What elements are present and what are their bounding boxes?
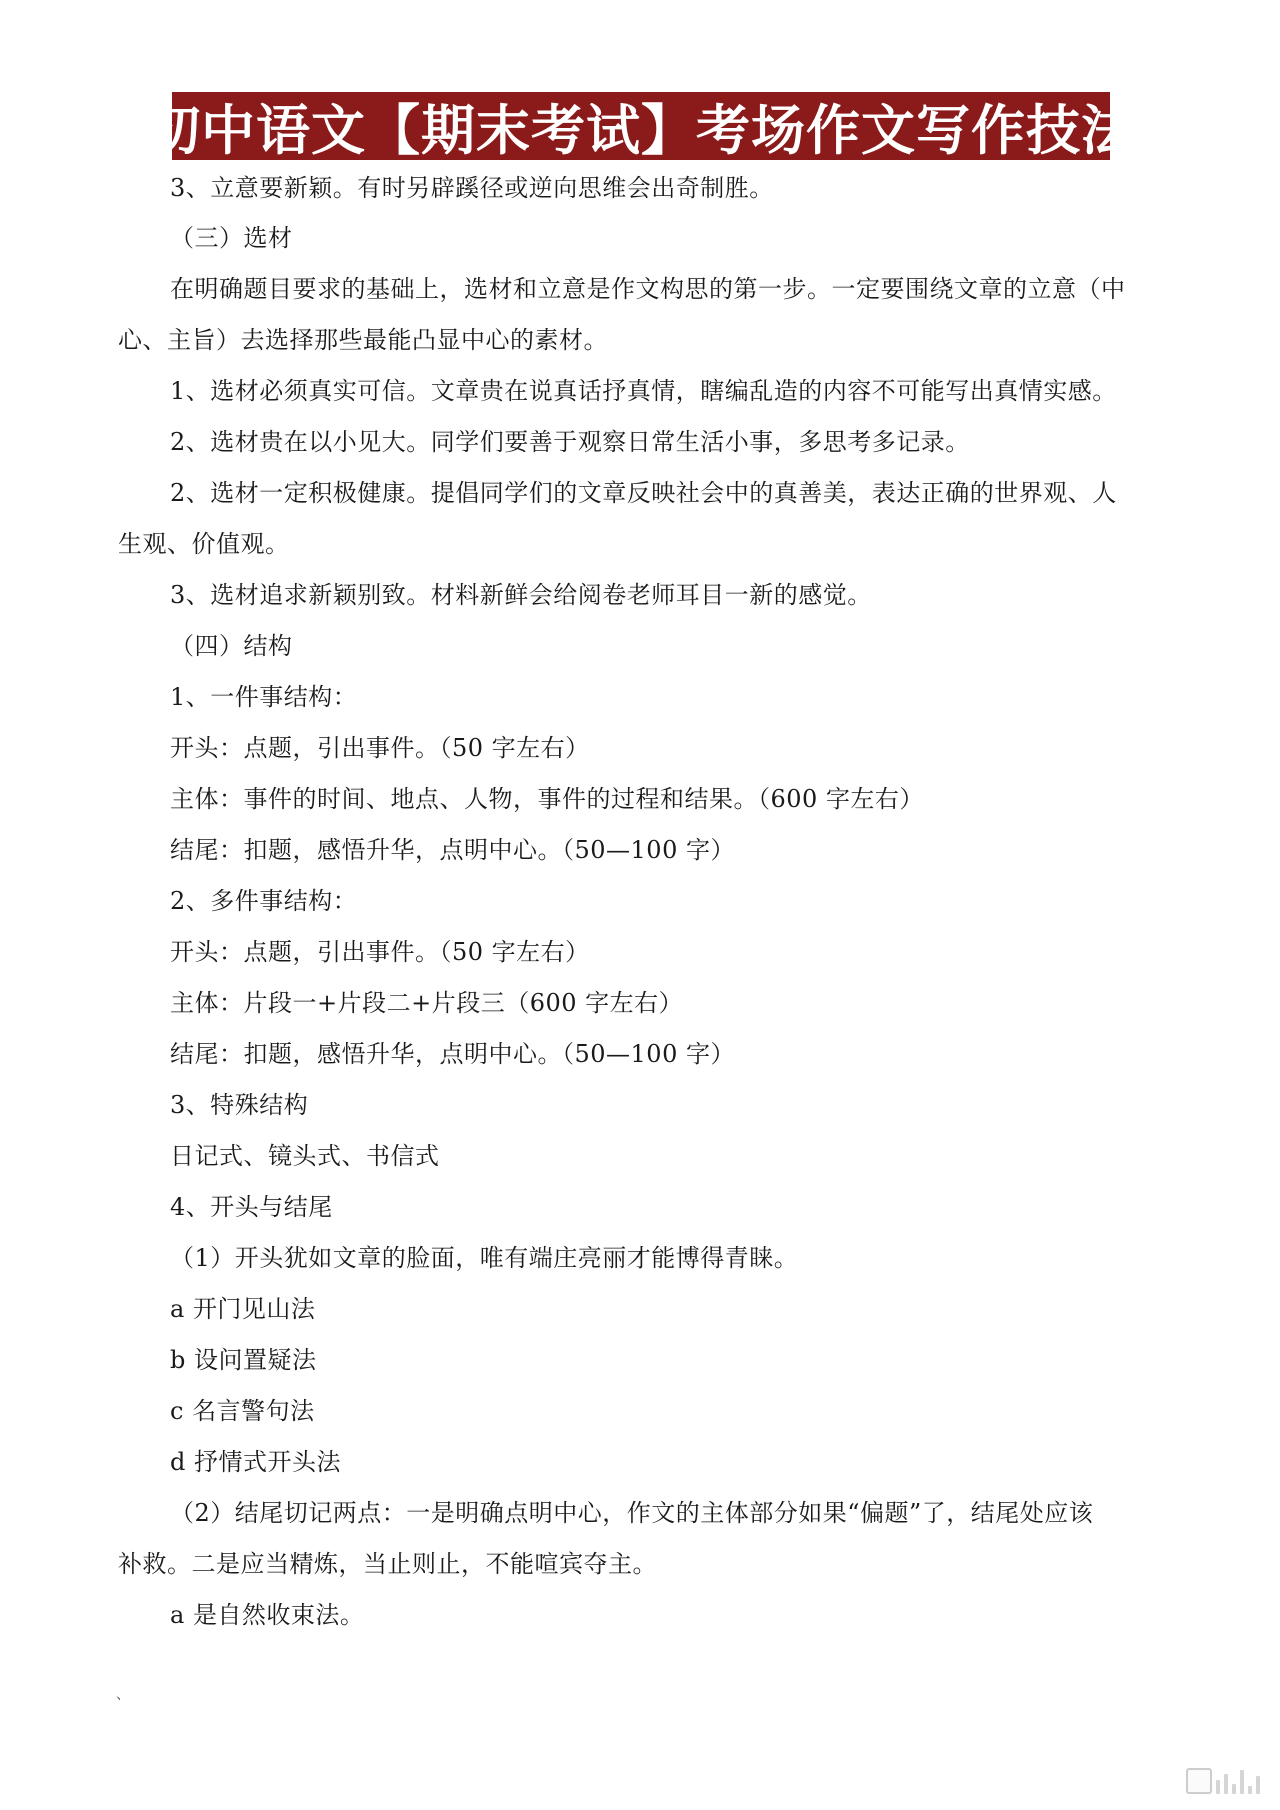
watermark-bar-icon [1216,1780,1220,1794]
paragraph-line: 心、主旨）去选择那些最能凸显中心的素材。 [118,326,608,354]
paragraph-line: 开头：点题，引出事件。（50 字左右） [170,938,590,966]
paragraph-line: 结尾：扣题，感悟升华，点明中心。（50—100 字） [170,1040,735,1068]
paragraph-line: 在明确题目要求的基础上，选材和立意是作文构思的第一步。一定要围绕文章的立意（中 [170,275,1126,303]
watermark-box-icon [1186,1768,1212,1794]
paragraph-line: （2）结尾切记两点：一是明确点明中心，作文的主体部分如果“偏题”了，结尾处应该 [170,1499,1094,1527]
paragraph-line: 主体：片段一+片段二+片段三（600 字左右） [170,989,684,1017]
paragraph-line: 1、一件事结构： [170,683,358,711]
paragraph-line: 2、选材贵在以小见大。同学们要善于观察日常生活小事，多思考多记录。 [170,428,970,456]
paragraph-line: 1、选材必须真实可信。文章贵在说真话抒真情，瞎编乱造的内容不可能写出真情实感。 [170,377,1117,405]
page-title: 初中语文【期末考试】考场作文写作技法 [146,97,1136,162]
paragraph-line: 2、多件事结构： [170,887,358,915]
section-heading: （四）结构 [170,632,293,660]
watermark-bar-icon [1240,1770,1244,1794]
paragraph-line: 3、立意要新颖。有时另辟蹊径或逆向思维会出奇制胜。 [170,174,774,202]
paragraph-line: a 是自然收束法。 [170,1601,365,1629]
section-heading: （三）选材 [170,224,293,252]
paragraph-line: 2、选材一定积极健康。提倡同学们的文章反映社会中的真善美，表达正确的世界观、人 [170,479,1117,507]
paragraph-line: d 抒情式开头法 [170,1448,341,1476]
paragraph-line: 结尾：扣题，感悟升华，点明中心。（50—100 字） [170,836,735,864]
watermark-bar-icon [1224,1774,1228,1794]
stray-mark: 、 [116,1687,130,1703]
paragraph-line: c 名言警句法 [170,1397,315,1425]
paragraph-line: （1）开头犹如文章的脸面，唯有端庄亮丽才能博得青睐。 [170,1244,799,1272]
paragraph-line: a 开门见山法 [170,1295,316,1323]
paragraph-line: 3、选材追求新颖别致。材料新鲜会给阅卷老师耳目一新的感觉。 [170,581,872,609]
watermark-logo [1186,1768,1260,1794]
paragraph-line: 日记式、镜头式、书信式 [170,1142,440,1170]
paragraph-line: 4、开头与结尾 [170,1193,333,1221]
paragraph-line: 主体：事件的时间、地点、人物，事件的过程和结果。（600 字左右） [170,785,924,813]
paragraph-line: b 设问置疑法 [170,1346,317,1374]
title-banner [146,92,1136,162]
paragraph-line: 生观、价值观。 [118,530,290,558]
paragraph-line: 开头：点题，引出事件。（50 字左右） [170,734,590,762]
paragraph-line: 3、特殊结构 [170,1091,309,1119]
watermark-bar-icon [1248,1786,1252,1794]
watermark-bar-icon [1256,1776,1260,1794]
watermark-bar-icon [1232,1784,1236,1794]
paragraph-line: 补救。二是应当精炼，当止则止，不能喧宾夺主。 [118,1550,657,1578]
